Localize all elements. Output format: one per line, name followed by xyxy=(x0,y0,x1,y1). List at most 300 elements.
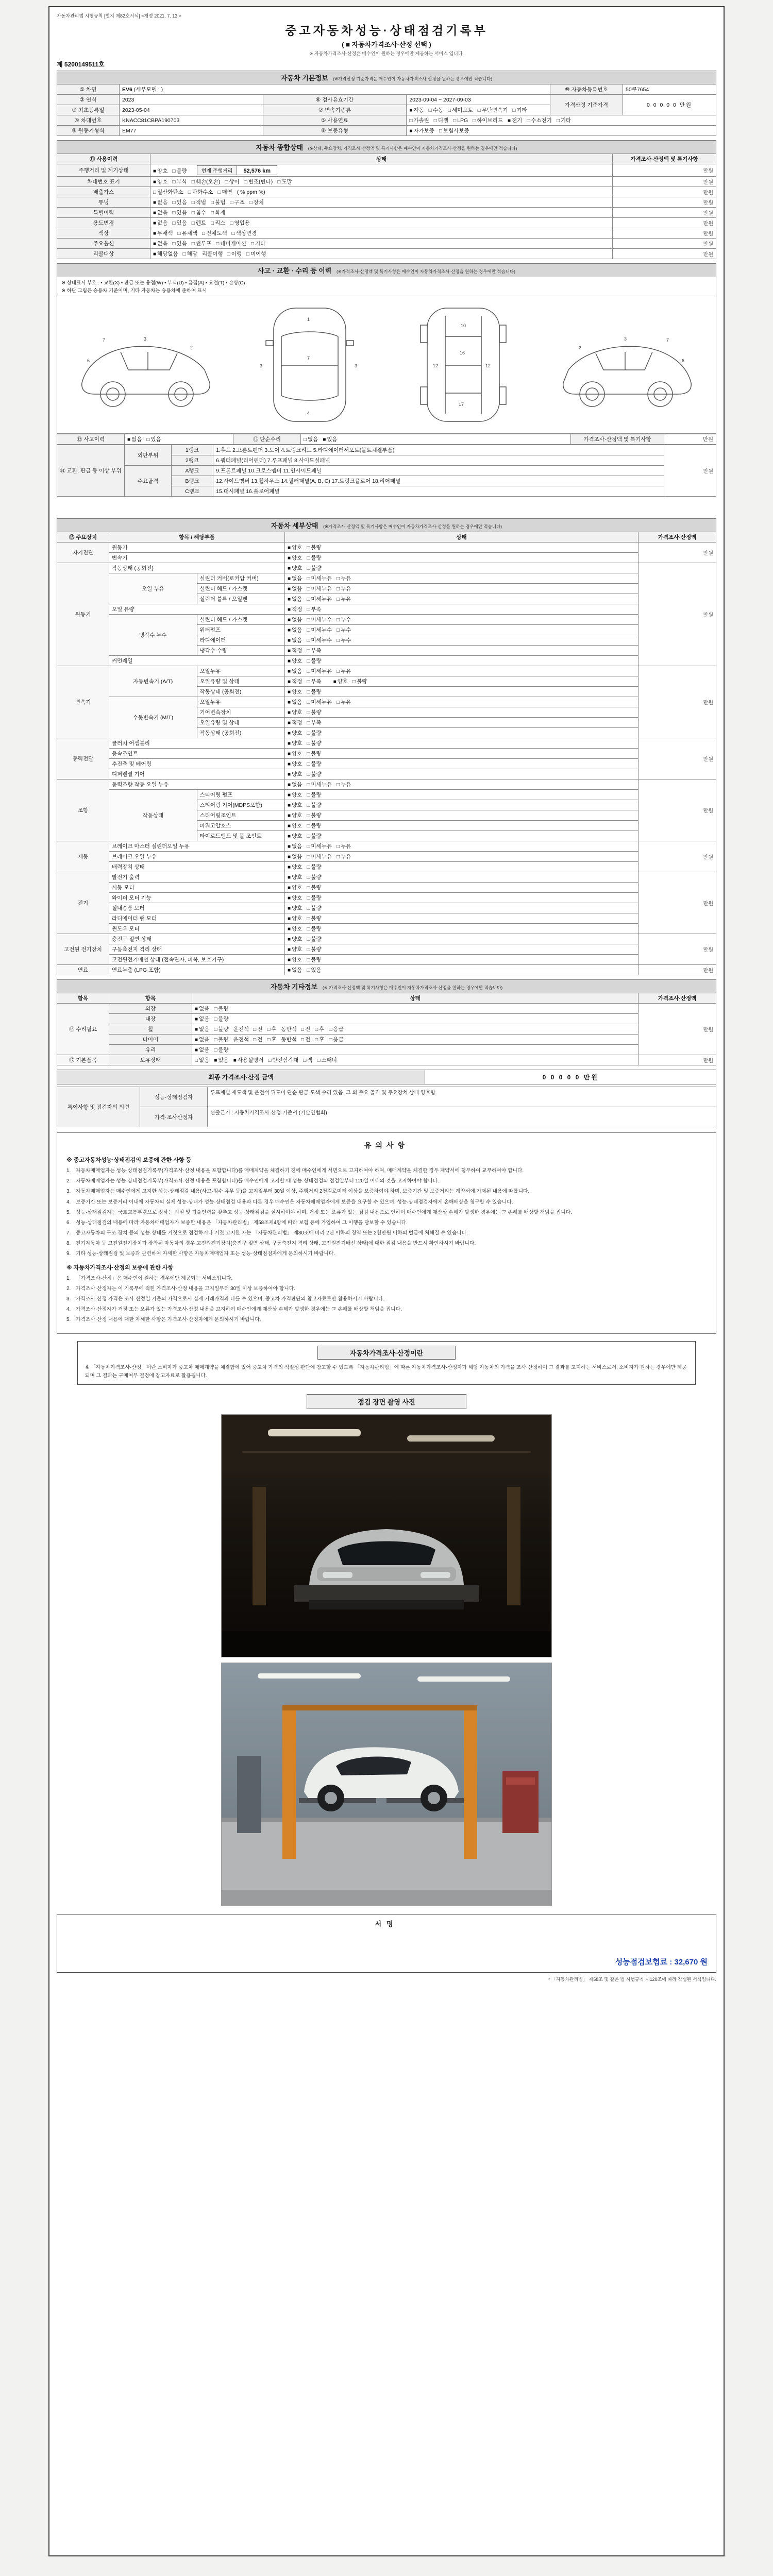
checkbox-unchecked: □ 화재 xyxy=(211,210,226,216)
item-state xyxy=(285,893,638,903)
notices-list xyxy=(66,1167,707,1258)
checkbox-checked: ■ 없음 xyxy=(288,617,303,623)
notice-text: 가격조사·산정자는 이 기록부에 적힌 가격조사·산정 내용을 고지일부터 30일 이상 보증하여야 합니다. xyxy=(76,1285,295,1292)
summary-row xyxy=(57,218,716,228)
misc-item-name: 외장 xyxy=(109,1004,192,1014)
item-name: 시동 모터 xyxy=(109,883,285,893)
notice-text: 자동차매매업자는 성능·상태점검기록부(가격조사·산정 내용을 포함합니다)를 매매계약을 체결하기 전에 매수인에게 서면으로 고지하여야 하며, 매매계약을 체결한 경우 계약서에 첨부하여 교부하여야 합니다. xyxy=(76,1168,524,1174)
checkbox-unchecked: □ 전체도색 xyxy=(201,230,227,236)
engine-type: EM77 xyxy=(120,126,263,136)
checkbox-checked: ■ 양호 xyxy=(153,179,168,185)
checkbox-glyph-icon: □ xyxy=(307,638,310,643)
item-subgroup: 작동상태 xyxy=(109,790,197,841)
checkbox-checked: ■ 없음 xyxy=(153,199,168,206)
checkbox-glyph-icon: □ xyxy=(315,1037,318,1043)
item-name: 오일유량 및 상태 xyxy=(197,718,285,728)
checkbox-unchecked: □ 불량 xyxy=(307,885,322,891)
device-group-name: 조향 xyxy=(57,779,109,841)
section-accident-title: 사고 · 교환 · 수리 등 이력 xyxy=(258,267,332,275)
checkbox-glyph-icon: ■ xyxy=(127,437,131,443)
checkbox-glyph-icon: ■ xyxy=(288,669,291,674)
svg-text:6: 6 xyxy=(682,358,685,363)
col-price: 가격조사·산정액 xyxy=(638,993,716,1004)
checkbox-glyph-icon: ■ xyxy=(288,566,291,571)
notice-number: 8. xyxy=(66,1241,71,1247)
summary-row-state xyxy=(150,218,613,228)
misc-group-name: ⑰ 기본품목 xyxy=(57,1055,109,1065)
detail-row xyxy=(57,666,716,676)
item-state xyxy=(285,676,638,687)
checkbox-glyph-icon: □ xyxy=(300,1027,305,1032)
notice-number: 4. xyxy=(66,1307,71,1313)
checkbox-unchecked: □ 부족 xyxy=(307,648,322,654)
checkbox-checked: ■ 양호 xyxy=(288,916,303,922)
checkbox-checked: ■ 없음 xyxy=(195,1037,210,1043)
misc-item-name: 내장 xyxy=(109,1014,192,1024)
checkbox-unchecked: □ 색상변경 xyxy=(231,230,257,236)
checkbox-checked: ■ 없음 xyxy=(288,699,303,705)
checkbox-glyph-icon: □ xyxy=(433,118,437,124)
item-name: 디퍼렌셜 기어 xyxy=(109,769,285,779)
signature-box xyxy=(57,1914,716,1973)
group-price: 만원 xyxy=(638,841,716,872)
item-name: 클러치 어셈블리 xyxy=(109,738,285,749)
item-name: 실린더 헤드 / 가스켓 xyxy=(197,584,285,594)
checkbox-unchecked: □ 미세누유 xyxy=(307,843,332,850)
checkbox-glyph-icon: ■ xyxy=(288,700,291,705)
section-basic-note: (※가격산정 기준가격은 매수인이 자동차가격조사·산정을 원하는 경우에만 적습니다) xyxy=(333,76,493,81)
checkbox-glyph-icon: ■ xyxy=(288,823,291,829)
summary-row-price: 만원 xyxy=(613,228,716,239)
device-group-name: 변속기 xyxy=(57,666,109,738)
checkbox-glyph-icon: □ xyxy=(307,906,310,911)
checkbox-unchecked: □ 불량 xyxy=(307,771,322,777)
vin-value: KNACC81CBPA190703 xyxy=(120,115,263,126)
notice-number: 3. xyxy=(66,1296,71,1302)
checkbox-unchecked: □ 미세누유 xyxy=(307,596,332,602)
checkbox-unchecked: □ 불량 xyxy=(214,1006,229,1012)
field-label: ① 차명 xyxy=(57,84,120,95)
checkbox-checked: ■ 양호 xyxy=(288,833,303,839)
checkbox-unchecked: □ 불량 xyxy=(214,1047,229,1053)
final-price-row xyxy=(57,1070,716,1084)
detail-row xyxy=(57,790,716,800)
checkbox-checked: ■ 있음 xyxy=(214,1057,229,1063)
device-group-name: 원동기 xyxy=(57,563,109,666)
checkbox-checked: ■ 양호 xyxy=(288,885,303,891)
checkbox-unchecked: □ 불량 xyxy=(307,565,322,571)
checkbox-unchecked: □ 전 xyxy=(300,1026,311,1032)
section-summary-note: (※상태, 주요장치, 가격조사·산정액 및 특기사항은 매수인이 자동차가격조사·산정을 원하는 경우에만 적습니다) xyxy=(308,146,517,151)
checkbox-glyph-icon: ■ xyxy=(288,926,291,932)
checkbox-unchecked: □ 스패너 xyxy=(317,1057,337,1063)
checkbox-glyph-icon: □ xyxy=(307,875,310,880)
simple-repair-label: ⑬ 단순수리 xyxy=(233,434,301,445)
checkbox-unchecked: □ 미이행 xyxy=(246,251,266,257)
notice-item xyxy=(66,1306,707,1313)
checkbox-glyph-icon: □ xyxy=(307,545,310,551)
item-name: 파워고압호스 xyxy=(197,821,285,831)
checkbox-glyph-icon: □ xyxy=(146,437,150,443)
checkbox-unchecked: □ 기타 xyxy=(512,107,527,113)
inline-text: 동반석 xyxy=(281,1037,297,1043)
table-row xyxy=(57,126,716,136)
checkbox-checked: ■ 양호 xyxy=(288,957,303,963)
detail-row xyxy=(57,965,716,975)
misc-row xyxy=(57,1014,716,1024)
checkbox-unchecked: □ 불량 xyxy=(307,946,322,953)
accident-history-label: ⑫ 사고이력 xyxy=(57,434,125,445)
checkbox-glyph-icon: ■ xyxy=(195,1006,198,1012)
detail-row xyxy=(57,738,716,749)
checkbox-checked: ■ 없음 xyxy=(195,1016,210,1022)
field-label: ⑩ 자동차등록번호 xyxy=(550,84,623,95)
device-group-name: 연료 xyxy=(57,965,109,975)
checkbox-unchecked: □ 전 xyxy=(300,1037,311,1043)
section-summary-header xyxy=(57,140,716,154)
misc-item-state xyxy=(192,1045,638,1055)
accident-legend xyxy=(57,277,716,296)
summary-row-state xyxy=(150,177,613,187)
notice-item xyxy=(66,1188,707,1195)
checkbox-unchecked: □ 불량 xyxy=(352,679,367,685)
pricing-info-title: 자동차가격조사·산정이란 xyxy=(317,1346,456,1360)
checkbox-glyph-icon: □ xyxy=(307,628,310,633)
checkbox-glyph-icon: □ xyxy=(214,1037,217,1043)
checkbox-glyph-icon: □ xyxy=(307,679,310,685)
checkbox-glyph-icon: ■ xyxy=(288,937,291,942)
misc-row xyxy=(57,1045,716,1055)
checkbox-glyph-icon: ■ xyxy=(288,576,291,582)
detail-row xyxy=(57,759,716,769)
checkbox-glyph-icon: □ xyxy=(231,231,235,236)
summary-row-label: 배출가스 xyxy=(57,187,150,197)
mileage-label: 현재 주행거리 xyxy=(197,166,238,175)
misc-item-name: 보유상태 xyxy=(109,1055,192,1065)
appraiser-comment: 산출근거 : 자동차가격조사·산정 기준서 (기술인협회) xyxy=(208,1107,716,1127)
damaged-parts-table xyxy=(57,445,716,497)
checkbox-glyph-icon: □ xyxy=(191,221,195,226)
item-name: 스티어링 기어(MDPS포함) xyxy=(197,800,285,810)
notice-text: 자동차매매업자는 매수인에게 고지한 성능·상태점검 내용(사고·침수 유무 등)을 고지일부터 30일 이상, 주행거리 2천킬로미터 이상을 보증하여야 하며, 보증기간 및 보증거리는 계약서에 기재된 내용에 따릅니다. xyxy=(76,1189,530,1195)
notice-text: 가격조사·산정 내용에 대한 자세한 사항은 가격조사·산정자에게 문의하시기 바랍니다. xyxy=(76,1317,261,1323)
checkbox-checked: ■ 양호 xyxy=(288,658,303,664)
checkbox-glyph-icon: ■ xyxy=(323,437,326,443)
notice-item xyxy=(66,1219,707,1227)
table-row xyxy=(57,84,716,95)
notice-number: 5. xyxy=(66,1209,71,1215)
checkbox-glyph-icon: ■ xyxy=(195,1027,198,1032)
checkbox-glyph-icon: □ xyxy=(428,108,432,113)
item-subgroup: 냉각수 누수 xyxy=(109,615,197,656)
insurance-premium: 성능점검보험료 : 32,670 원 xyxy=(615,1957,708,1967)
checkbox-glyph-icon: □ xyxy=(253,1037,257,1043)
checkbox-checked: ■ 양호 xyxy=(333,679,348,685)
checkbox-glyph-icon: □ xyxy=(307,761,310,767)
item-name: 충전구 절연 상태 xyxy=(109,934,285,944)
checkbox-checked: ■ 없음 xyxy=(127,436,142,443)
checkbox-checked: ■ 없음 xyxy=(288,668,303,674)
checkbox-glyph-icon: □ xyxy=(307,772,310,777)
summary-row-label: 주요옵션 xyxy=(57,239,150,249)
field-label: ④ 차대번호 xyxy=(57,115,120,126)
item-name: 오일 유량 xyxy=(109,604,285,615)
checkbox-glyph-icon: ■ xyxy=(288,751,291,757)
checkbox-unchecked: □ 부족 xyxy=(307,679,322,685)
pricing-info-text: ※ 「자동차가격조사·산정」이란 소비자가 중고차 매매계약을 체결함에 있어 중고차 가격의 적절성 판단에 참고할 수 있도록 「자동차관리법」에 따른 자동차가격조사·산정자가 해당 자동차의 가격을 조사·산정하여 그 결과를 고지하는 서비스로서, 소비자가 원하는 경우에만 제공되며 그 결과는 구매여부 결정에 참고자료로 활용됩니다. xyxy=(85,1365,687,1379)
signature-label: 서명 xyxy=(375,1920,398,1928)
checkbox-unchecked: □ 무단변속기 xyxy=(477,107,508,113)
section-accident-note: (※가격조사·산정액 및 특기사항은 매수인이 자동차가격조사·산정을 원하는 경우에만 적습니다) xyxy=(336,269,515,274)
item-state xyxy=(285,810,638,821)
checkbox-unchecked: □ 불량 xyxy=(307,895,322,901)
checkbox-glyph-icon: ■ xyxy=(507,118,511,124)
svg-text:10: 10 xyxy=(460,323,466,328)
item-state xyxy=(285,707,638,718)
table-row xyxy=(57,434,716,445)
document-title: 중고자동차성능·상태점검기록부 xyxy=(285,24,488,37)
misc-item-name: 유리 xyxy=(109,1045,192,1055)
checkbox-checked: ■ 없음 xyxy=(195,1006,210,1012)
checkbox-glyph-icon: ■ xyxy=(288,782,291,788)
checkbox-glyph-icon: □ xyxy=(307,854,310,860)
notice-item xyxy=(66,1285,707,1293)
rank-label: 2랭크 xyxy=(172,455,213,466)
checkbox-glyph-icon: □ xyxy=(307,813,310,819)
item-state xyxy=(285,831,638,841)
checkbox-checked: ■ 양호 xyxy=(288,895,303,901)
field-label: ⑥ 검사유효기간 xyxy=(263,95,407,105)
summary-row xyxy=(57,228,716,239)
item-subgroup: 수동변속기 (M/T) xyxy=(109,697,197,738)
checkbox-glyph-icon: ■ xyxy=(288,772,291,777)
price-unit: 만원 xyxy=(664,445,716,497)
checkbox-unchecked: □ 보험사보증 xyxy=(439,128,469,134)
misc-row xyxy=(57,1024,716,1035)
checkbox-glyph-icon: ■ xyxy=(153,210,157,216)
pricing-info-box xyxy=(77,1341,696,1384)
detail-row xyxy=(57,656,716,666)
fuel-options xyxy=(407,115,716,126)
checkbox-unchecked: □ 불량 xyxy=(307,936,322,942)
checkbox-glyph-icon: □ xyxy=(307,669,310,674)
checkbox-glyph-icon: □ xyxy=(307,916,310,922)
item-state xyxy=(285,821,638,831)
summary-row-label: 튜닝 xyxy=(57,197,150,208)
summary-row-price: 만원 xyxy=(613,164,716,177)
checkbox-checked: ■ 없음 xyxy=(288,596,303,602)
checkbox-unchecked: □ 불량 xyxy=(214,1037,229,1043)
checkbox-unchecked: □ 부족 xyxy=(307,606,322,613)
checkbox-glyph-icon: □ xyxy=(307,803,310,808)
checkbox-unchecked: □ 유채색 xyxy=(177,230,197,236)
checkbox-glyph-icon: □ xyxy=(307,947,310,953)
rank-label: 1랭크 xyxy=(172,445,213,455)
checkbox-unchecked: □ 미세누유 xyxy=(307,854,332,860)
item-state xyxy=(285,697,638,707)
checkbox-glyph-icon: ■ xyxy=(288,834,291,839)
checkbox-glyph-icon: ■ xyxy=(288,617,291,623)
inline-text: 리콜이행 xyxy=(201,251,223,257)
detail-row xyxy=(57,841,716,852)
summary-row-label: 차대번호 표기 xyxy=(57,177,150,187)
checkbox-glyph-icon: ■ xyxy=(153,231,157,236)
checkbox-unchecked: □ 불량 xyxy=(307,792,322,798)
checkbox-checked: ■ 적정 xyxy=(288,606,303,613)
checkbox-checked: ■ 없음 xyxy=(153,220,168,226)
notice-number: 4. xyxy=(66,1199,71,1205)
checkbox-glyph-icon: □ xyxy=(439,128,442,134)
detail-row xyxy=(57,553,716,563)
checkbox-glyph-icon: ■ xyxy=(233,1058,237,1063)
checkbox-checked: ■ 양호 xyxy=(288,709,303,716)
item-subgroup: 오일 누유 xyxy=(109,573,197,604)
summary-row-price: 만원 xyxy=(613,249,716,259)
col-state: 상태 xyxy=(285,532,638,543)
item-name: 라디에이터 팬 모터 xyxy=(109,913,285,924)
notice-item xyxy=(66,1198,707,1206)
checkbox-unchecked: □ 있음 xyxy=(172,199,187,206)
checkbox-glyph-icon: □ xyxy=(307,710,310,716)
opinion-row xyxy=(57,1107,716,1127)
summary-row-price: 만원 xyxy=(613,177,716,187)
inspection-photo-1 xyxy=(221,1414,552,1657)
checkbox-glyph-icon: □ xyxy=(307,700,310,705)
checkbox-glyph-icon: ■ xyxy=(288,731,291,736)
col-price: 가격조사·산정액 xyxy=(638,532,716,543)
checkbox-glyph-icon: □ xyxy=(195,1058,198,1063)
checkbox-checked: ■ 없음 xyxy=(288,637,303,643)
notice-text: 기타 성능·상태점검 및 보증과 관련하여 자세한 사항은 자동차매매업자 또는 성능·상태점검자에게 문의하시기 바랍니다. xyxy=(76,1251,335,1257)
checkbox-checked: ■ 자동 xyxy=(409,107,424,113)
notice-number: 6. xyxy=(66,1219,71,1226)
field-label: ③ 최초등록일 xyxy=(57,105,120,115)
item-state xyxy=(285,862,638,872)
detail-row xyxy=(57,697,716,707)
checkbox-glyph-icon: ■ xyxy=(288,803,291,808)
checkbox-glyph-icon: □ xyxy=(473,118,476,124)
col-state: 상태 xyxy=(192,993,638,1004)
inspector-label: 성능·상태점검자 xyxy=(140,1087,208,1107)
checkbox-glyph-icon: □ xyxy=(225,179,228,185)
notice-item xyxy=(66,1167,707,1175)
notice-item xyxy=(66,1275,707,1282)
item-state xyxy=(285,913,638,924)
state-symbols-legend: ※ 상태표시 부호 : • 교환(X) • 판금 또는 용접(W) • 부식(U) • 흠집(A) • 요철(T) • 손상(C) xyxy=(61,280,245,286)
item-state xyxy=(285,852,638,862)
checkbox-glyph-icon: ■ xyxy=(153,200,157,206)
table-row xyxy=(57,445,716,455)
detail-row xyxy=(57,749,716,759)
misc-row xyxy=(57,1004,716,1014)
checkbox-unchecked: □ 있음 xyxy=(172,210,187,216)
checkbox-glyph-icon: ■ xyxy=(288,648,291,654)
checkbox-glyph-icon: ■ xyxy=(288,906,291,911)
checkbox-glyph-icon: □ xyxy=(307,957,310,963)
document-subtitle: ( ■ 자동차가격조사·산정 선택 ) xyxy=(342,41,431,48)
checkbox-glyph-icon: □ xyxy=(307,607,310,613)
item-state xyxy=(285,955,638,965)
checkbox-glyph-icon: ■ xyxy=(288,741,291,747)
parts-label: ⑭ 교환, 판금 등 이상 부위 xyxy=(57,445,125,497)
item-state xyxy=(285,769,638,779)
item-name: 기어변속장치 xyxy=(197,707,285,718)
checkbox-glyph-icon: □ xyxy=(191,179,195,185)
svg-text:16: 16 xyxy=(459,350,465,355)
field-value xyxy=(120,84,550,95)
checkbox-glyph-icon: □ xyxy=(307,555,310,561)
item-name: 추진축 및 베어링 xyxy=(109,759,285,769)
checkbox-checked: ■ 양호 xyxy=(288,545,303,551)
item-name: 작동상태 (공회전) xyxy=(197,687,285,697)
checkbox-glyph-icon: □ xyxy=(303,1058,307,1063)
item-name: 브레이크 오일 누유 xyxy=(109,852,285,862)
checkbox-glyph-icon: □ xyxy=(191,241,195,247)
checkbox-unchecked: □ 불량 xyxy=(307,545,322,551)
checkbox-glyph-icon: □ xyxy=(307,937,310,942)
checkbox-unchecked: □ 미세누유 xyxy=(307,575,332,582)
checkbox-unchecked: □ 변조(변타) xyxy=(244,179,273,185)
checkbox-unchecked: □ 미세누수 xyxy=(307,617,332,623)
checkbox-unchecked: □ 응급 xyxy=(329,1037,344,1043)
notice-number: 1. xyxy=(66,1168,71,1174)
device-group-name: 동력전달 xyxy=(57,738,109,779)
checkbox-unchecked: □ 부식 xyxy=(172,179,187,185)
checkbox-glyph-icon: □ xyxy=(172,168,176,174)
checkbox-unchecked: □ 누수 xyxy=(336,637,351,643)
checkbox-checked: ■ 양호 xyxy=(288,751,303,757)
checkbox-glyph-icon: □ xyxy=(172,241,176,247)
svg-text:7: 7 xyxy=(307,355,310,361)
item-name: 작동상태 (공회전) xyxy=(109,563,285,573)
checkbox-unchecked: □ 누유 xyxy=(336,699,351,705)
rank-label: A랭크 xyxy=(172,466,213,476)
checkbox-checked: ■ 자가보증 xyxy=(409,128,434,134)
checkbox-unchecked: □ 후 xyxy=(315,1037,325,1043)
checkbox-glyph-icon: □ xyxy=(336,782,340,788)
checkbox-checked: ■ 양호 xyxy=(288,730,303,736)
checkbox-checked: ■ 양호 xyxy=(288,792,303,798)
svg-text:3: 3 xyxy=(355,363,358,368)
checkbox-unchecked: □ 도말 xyxy=(277,179,292,185)
checkbox-checked: ■ 양호 xyxy=(288,812,303,819)
summary-row-state xyxy=(150,208,613,218)
checkbox-unchecked: □ 구조 xyxy=(230,199,245,206)
checkbox-unchecked: □ 누유 xyxy=(336,575,351,582)
checkbox-checked: ■ 없음 xyxy=(195,1047,210,1053)
title-block xyxy=(57,21,716,57)
item-state xyxy=(285,965,638,975)
checkbox-glyph-icon: □ xyxy=(307,597,310,602)
checkbox-glyph-icon: □ xyxy=(307,741,310,747)
svg-text:12: 12 xyxy=(432,363,438,368)
checkbox-checked: ■ 양호 xyxy=(288,740,303,747)
detail-row xyxy=(57,615,716,625)
summary-row xyxy=(57,177,716,187)
checkbox-glyph-icon: □ xyxy=(211,221,214,226)
summary-row-state xyxy=(150,249,613,259)
notice-text: 성능·상태점검의 내용에 따라 자동차매매업자가 보증한 내용은 「자동차관리법」 제58조제4항에 따라 보험 등에 가입하여 그 이행을 담보할 수 있습니다. xyxy=(76,1219,408,1226)
checkbox-unchecked: □ 부족 xyxy=(307,720,322,726)
detail-row xyxy=(57,913,716,924)
rank-label: C랭크 xyxy=(172,486,213,497)
summary-row-label: 특별이력 xyxy=(57,208,150,218)
checkbox-unchecked: □ 누유 xyxy=(336,596,351,602)
item-name: 구동축전지 격리 상태 xyxy=(109,944,285,955)
checkbox-unchecked: □ 누수 xyxy=(336,617,351,623)
item-state xyxy=(285,779,638,790)
detail-row xyxy=(57,883,716,893)
